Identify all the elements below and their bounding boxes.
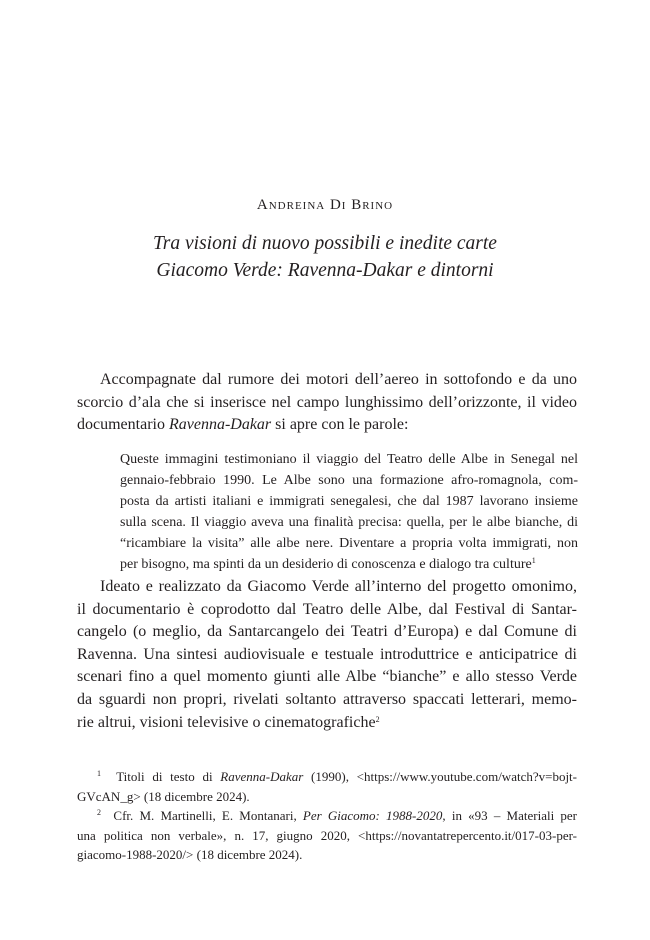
footnote-mark-1: 1	[97, 769, 101, 778]
quote-line: per bisogno, ma spinti da un desiderio di conoscenza e dialogo tra culture$^1$	[120, 555, 536, 572]
quote-line: Queste immagini testimoniano il viaggio del Teatro delle Albe in Senegal nel	[120, 452, 578, 467]
chapter-title	[0, 230, 650, 284]
paragraph-line: scorcio d’ala che si inserisce nel campo lunghissimo dell’orizzonte, il video	[77, 393, 577, 411]
quote-line: gennaio-febbraio 1990. Le Albe sono una formazione afro-romagnola, com-	[120, 472, 578, 488]
footnote-1: $^1$ Titoli di testo di Ravenna-Dakar (1990), <https://www.youtube.com/watch?v=bojt-	[97, 769, 577, 784]
footnotes	[77, 767, 577, 865]
paragraph-line: cangelo (o meglio, da Santarcangelo dei Teatri d’Europa) e dal Comune di	[77, 623, 577, 641]
paragraph-line: da sguardi non propri, rivelati soltanto attraverso spaccati letterari, memo-	[77, 690, 577, 708]
footnote-2: $^2$ Cfr. M. Martinelli, E. Montanari, Per Giacomo: 1988-2020, in «93 – Materiali per	[97, 808, 577, 823]
footnote-mark-2: 2	[97, 808, 101, 817]
paragraph-line: rie altrui, visioni televisive o cinematografiche$^2$	[77, 713, 380, 731]
work-title: Ravenna-Dakar	[220, 769, 304, 784]
block-quote	[120, 450, 578, 575]
quote-line: sulla scena. Il viaggio aveva una finalità precisa: quella, per le albe bianche, di	[120, 514, 578, 530]
body-paragraph-1	[77, 369, 577, 437]
quote-line: “ricambiare la visita” alle albe nere. Diventare a propria volta immigrati, non	[120, 535, 578, 551]
paragraph-line: Accompagnate dal rumore dei motori dell’aereo in sottofondo e da uno	[100, 371, 577, 388]
work-title: Ravenna-Dakar	[168, 416, 272, 434]
footnote-1-line-2: GVcAN_g> (18 dicembre 2024).	[77, 788, 250, 804]
footnote-2-line-2: una politica non verbale», n. 17, giugno 2020, <https://novantatrepercento.it/017-03-per-	[77, 827, 577, 843]
paragraph-line: il documentario è coprodotto dal Teatro delle Albe, dal Festival di Santar-	[77, 600, 577, 618]
chapter-title-line-1: Tra visioni di nuovo possibili e inedite carte	[153, 233, 497, 254]
paragraph-line: Ideato e realizzato da Giacomo Verde all’interno del progetto omonimo,	[100, 578, 577, 595]
work-title: Per Giacomo: 1988-2020	[302, 808, 443, 823]
footnote-ref-1[interactable]: 1	[531, 555, 536, 565]
chapter-title-line-2: Giacomo Verde: Ravenna-Dakar e dintorni	[156, 260, 494, 281]
footnote-ref-2[interactable]: 2	[375, 714, 380, 724]
paragraph-line: documentario Ravenna-Dakar si apre con le parole:	[77, 416, 409, 434]
paragraph-line: scenari fino a quel momento giunti alle Albe “bianche” e allo stesso Verde	[77, 668, 577, 686]
chapter-author: Andreina Di Brino	[256, 197, 394, 213]
body-paragraph-2	[77, 576, 577, 734]
quote-line: posta da artisti italiani e immigrati senegalesi, che dal 1987 lavorano insieme	[120, 493, 578, 509]
footnote-2-line-3: giacomo-1988-2020/> (18 dicembre 2024).	[77, 847, 303, 862]
paragraph-line: Ravenna. Una sintesi audiovisuale e testuale introduttrice e anticipatrice di	[77, 645, 577, 663]
